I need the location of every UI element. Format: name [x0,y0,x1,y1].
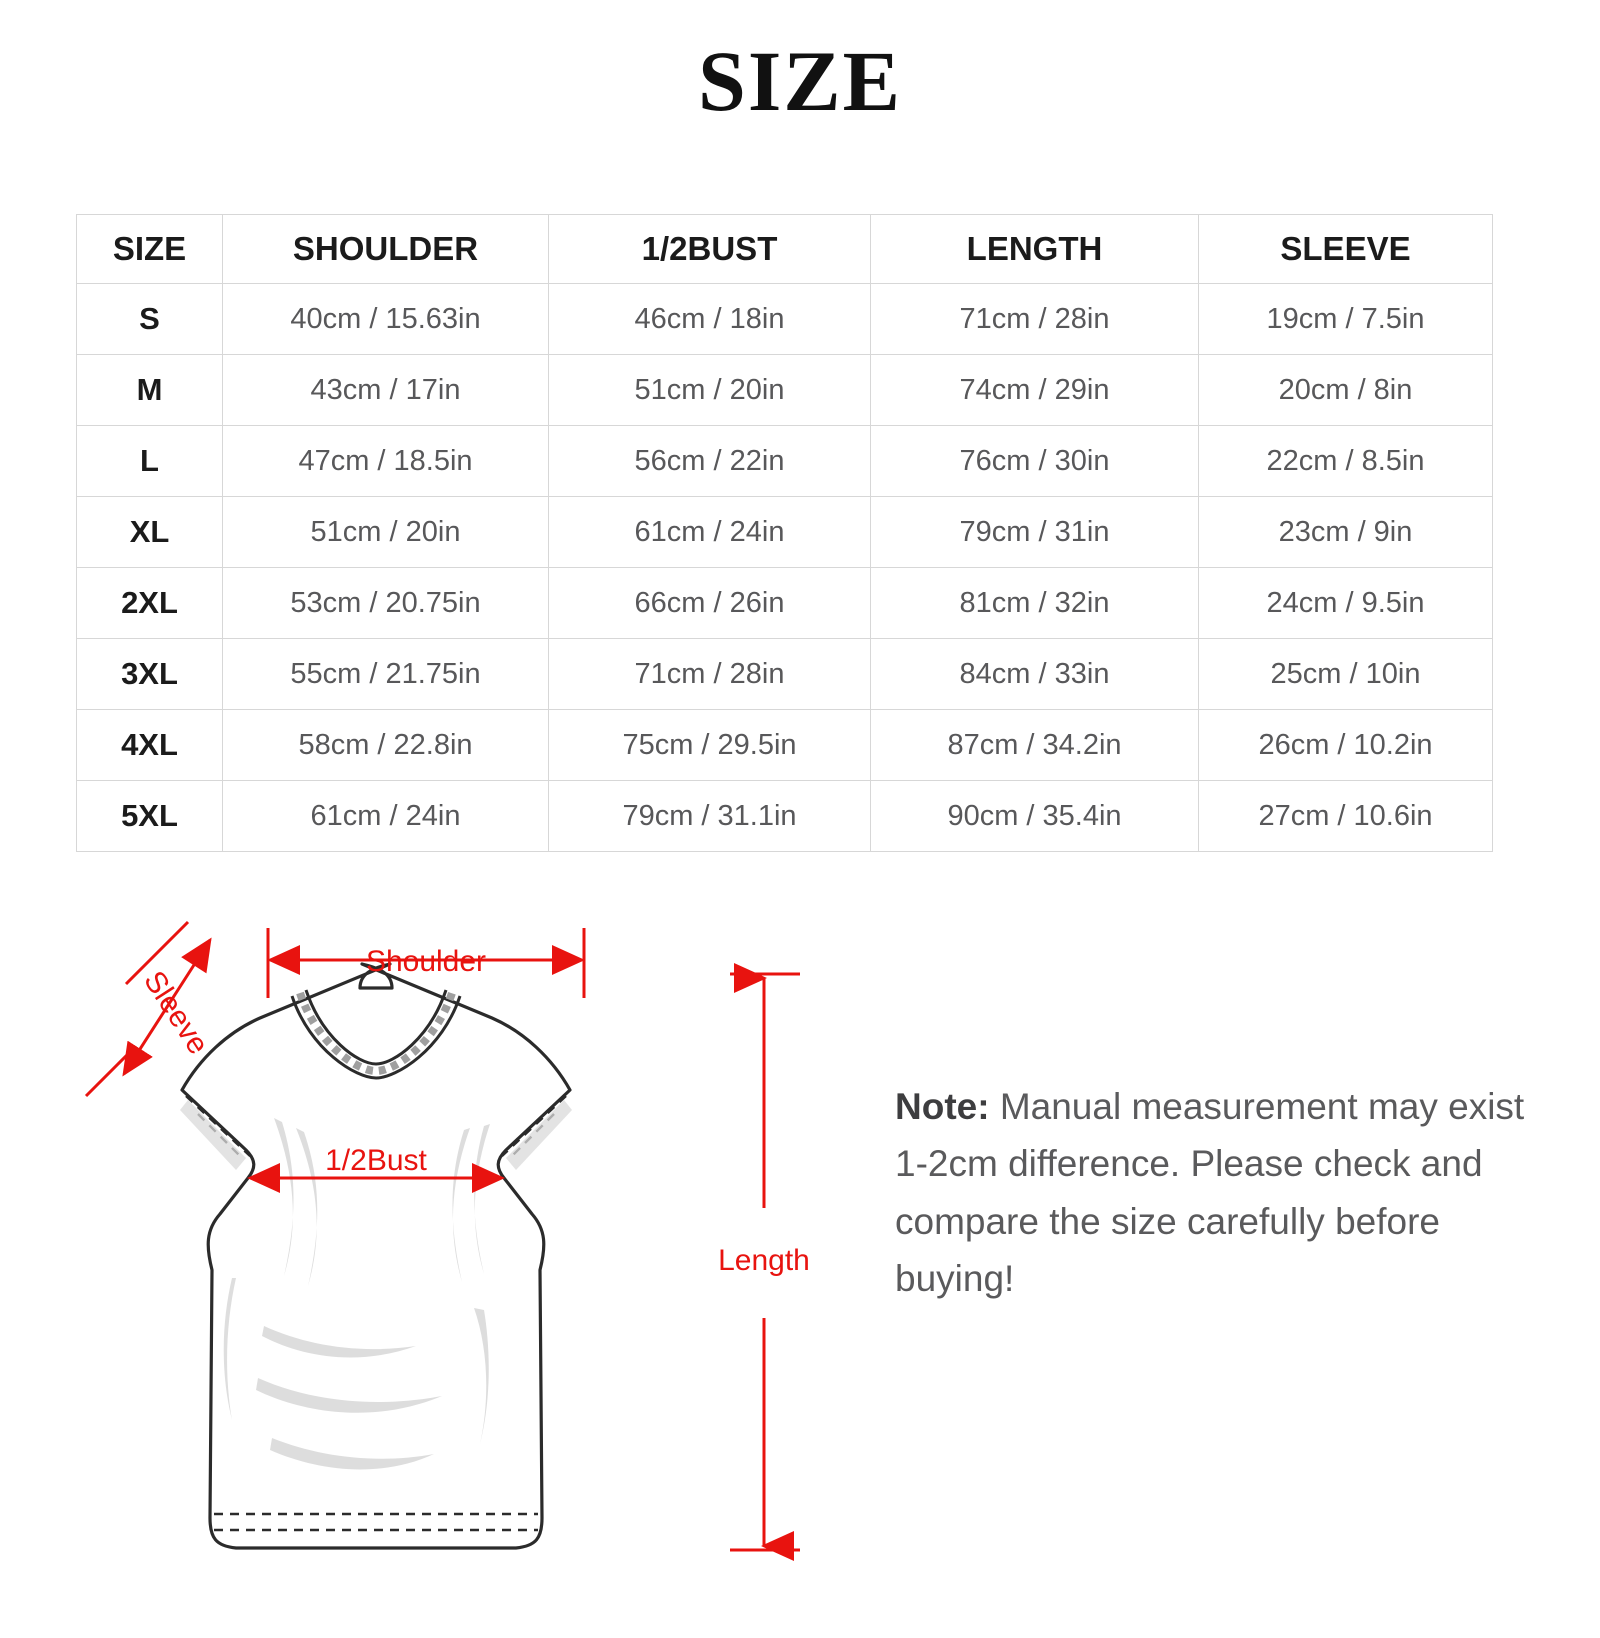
cell-shoulder: 40cm / 15.63in [223,284,549,355]
table-row [77,781,1493,852]
cell-sleeve: 22cm / 8.5in [1199,426,1493,497]
length-measure [700,878,900,1638]
cell-bust: 71cm / 28in [549,639,871,710]
column-header-length: LENGTH [871,215,1199,284]
column-header-sleeve: SLEEVE [1199,215,1493,284]
cell-size: 4XL [77,710,223,781]
cell-size: 2XL [77,568,223,639]
cell-sleeve: 25cm / 10in [1199,639,1493,710]
note-label: Note: [895,1086,990,1127]
cell-length: 81cm / 32in [871,568,1199,639]
table-row [77,284,1493,355]
column-header-bust: 1/2BUST [549,215,871,284]
cell-size: 5XL [77,781,223,852]
cell-bust: 61cm / 24in [549,497,871,568]
cell-length: 74cm / 29in [871,355,1199,426]
measurement-diagram [0,878,1600,1638]
cell-sleeve: 23cm / 9in [1199,497,1493,568]
cell-length: 90cm / 35.4in [871,781,1199,852]
sleeve-measure-label: Sleeve [137,965,215,1061]
shoulder-measure-label: Shoulder [365,945,487,978]
cell-bust: 79cm / 31.1in [549,781,871,852]
table-header-row [77,215,1493,284]
table-row [77,497,1493,568]
cell-size: S [77,284,223,355]
cell-length: 79cm / 31in [871,497,1199,568]
cell-bust: 75cm / 29.5in [549,710,871,781]
note-body: Manual measurement may exist 1-2cm difference. Please check and compare the size carefully before buying! [895,1086,1525,1300]
cell-shoulder: 58cm / 22.8in [223,710,549,781]
table-row [77,426,1493,497]
cell-sleeve: 20cm / 8in [1199,355,1493,426]
size-chart-table-container [76,214,1492,852]
cell-shoulder: 51cm / 20in [223,497,549,568]
cell-size: XL [77,497,223,568]
cell-shoulder: 55cm / 21.75in [223,639,549,710]
cell-shoulder: 47cm / 18.5in [223,426,549,497]
cell-length: 87cm / 34.2in [871,710,1199,781]
cell-size: M [77,355,223,426]
cell-shoulder: 53cm / 20.75in [223,568,549,639]
table-row [77,639,1493,710]
cell-bust: 46cm / 18in [549,284,871,355]
cell-shoulder: 61cm / 24in [223,781,549,852]
note-text [895,1078,1535,1307]
table-row [77,710,1493,781]
cell-length: 76cm / 30in [871,426,1199,497]
cell-length: 84cm / 33in [871,639,1199,710]
cell-bust: 51cm / 20in [549,355,871,426]
length-measure-label: Length [718,1244,810,1277]
cell-size: L [77,426,223,497]
column-header-size: SIZE [77,215,223,284]
cell-sleeve: 27cm / 10.6in [1199,781,1493,852]
cell-bust: 66cm / 26in [549,568,871,639]
cell-shoulder: 43cm / 17in [223,355,549,426]
cell-sleeve: 19cm / 7.5in [1199,284,1493,355]
table-row [77,355,1493,426]
cell-length: 71cm / 28in [871,284,1199,355]
cell-sleeve: 24cm / 9.5in [1199,568,1493,639]
table-row [77,568,1493,639]
cell-sleeve: 26cm / 10.2in [1199,710,1493,781]
bust-measure-label: 1/2Bust [325,1144,427,1177]
cell-size: 3XL [77,639,223,710]
page-title: SIZE [697,33,903,129]
size-chart-table [76,214,1493,852]
column-header-shoulder: SHOULDER [223,215,549,284]
cell-bust: 56cm / 22in [549,426,871,497]
